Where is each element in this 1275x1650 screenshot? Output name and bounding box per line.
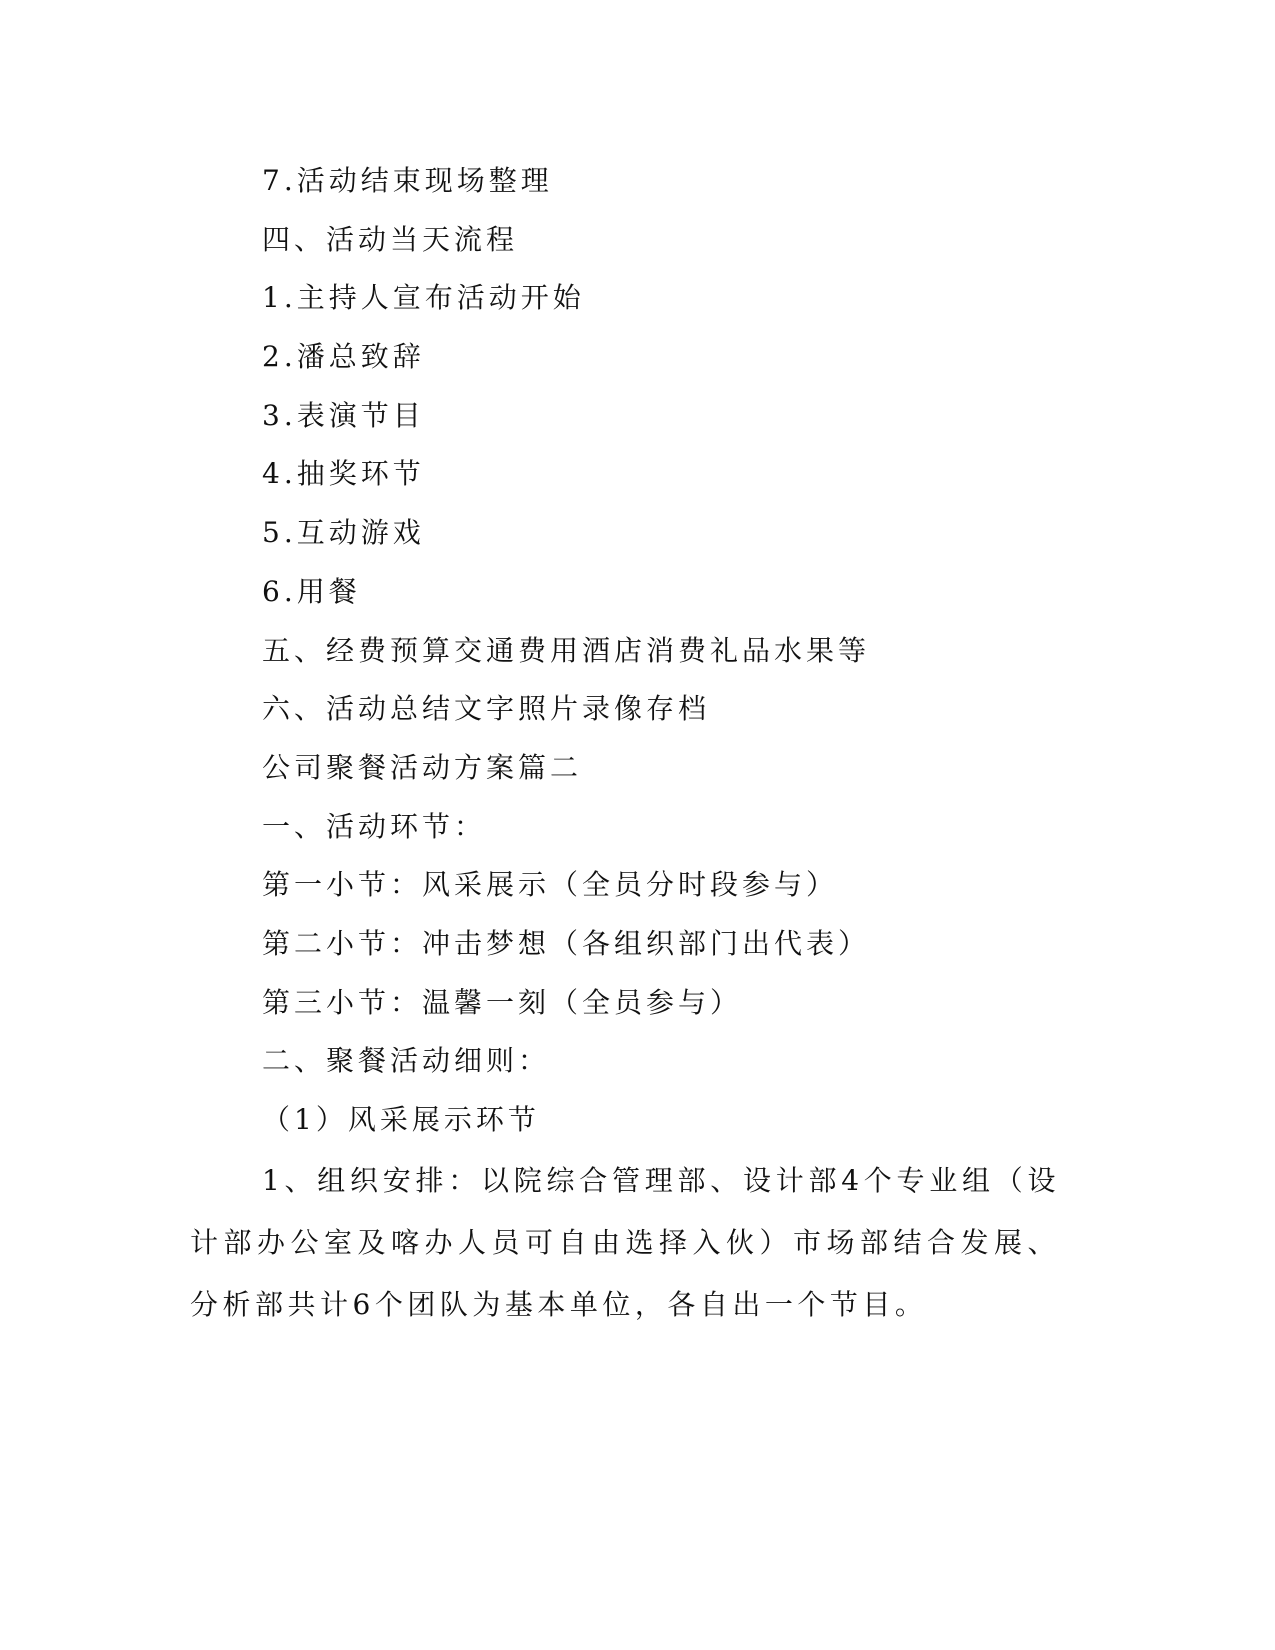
- section-heading: 二、聚餐活动细则：: [262, 1044, 551, 1077]
- text-line: 6.用餐: [262, 575, 361, 608]
- section-heading: 一、活动环节：: [262, 810, 487, 843]
- body-paragraph: 1、组织安排：以院综合管理部、设计部4个专业组（设计部办公室及喀办人员可自由选择入伙）市场部结合发展、分析部共计6个团队为基本单位，各自出一个节目。: [190, 1164, 1060, 1321]
- section-heading: 四、活动当天流程: [262, 223, 519, 256]
- text-line: 第三小节：温馨一刻（全员参与）: [262, 986, 743, 1019]
- section-heading: 六、活动总结文字照片录像存档: [262, 692, 711, 725]
- text-line: 第一小节：风采展示（全员分时段参与）: [262, 868, 839, 901]
- text-line: 第二小节：冲击梦想（各组织部门出代表）: [262, 927, 871, 960]
- text-line: 2.潘总致辞: [262, 340, 425, 373]
- document-title: 公司聚餐活动方案篇二: [262, 751, 583, 784]
- subsection-heading: （1）风采展示环节: [262, 1103, 540, 1136]
- text-line: 5.互动游戏: [262, 516, 425, 549]
- text-line: 1.主持人宣布活动开始: [262, 281, 585, 314]
- text-line: 7.活动结束现场整理: [262, 164, 553, 197]
- text-line: 4.抽奖环节: [262, 457, 425, 490]
- text-line: 3.表演节目: [262, 399, 425, 432]
- section-heading: 五、经费预算交通费用酒店消费礼品水果等: [262, 634, 871, 667]
